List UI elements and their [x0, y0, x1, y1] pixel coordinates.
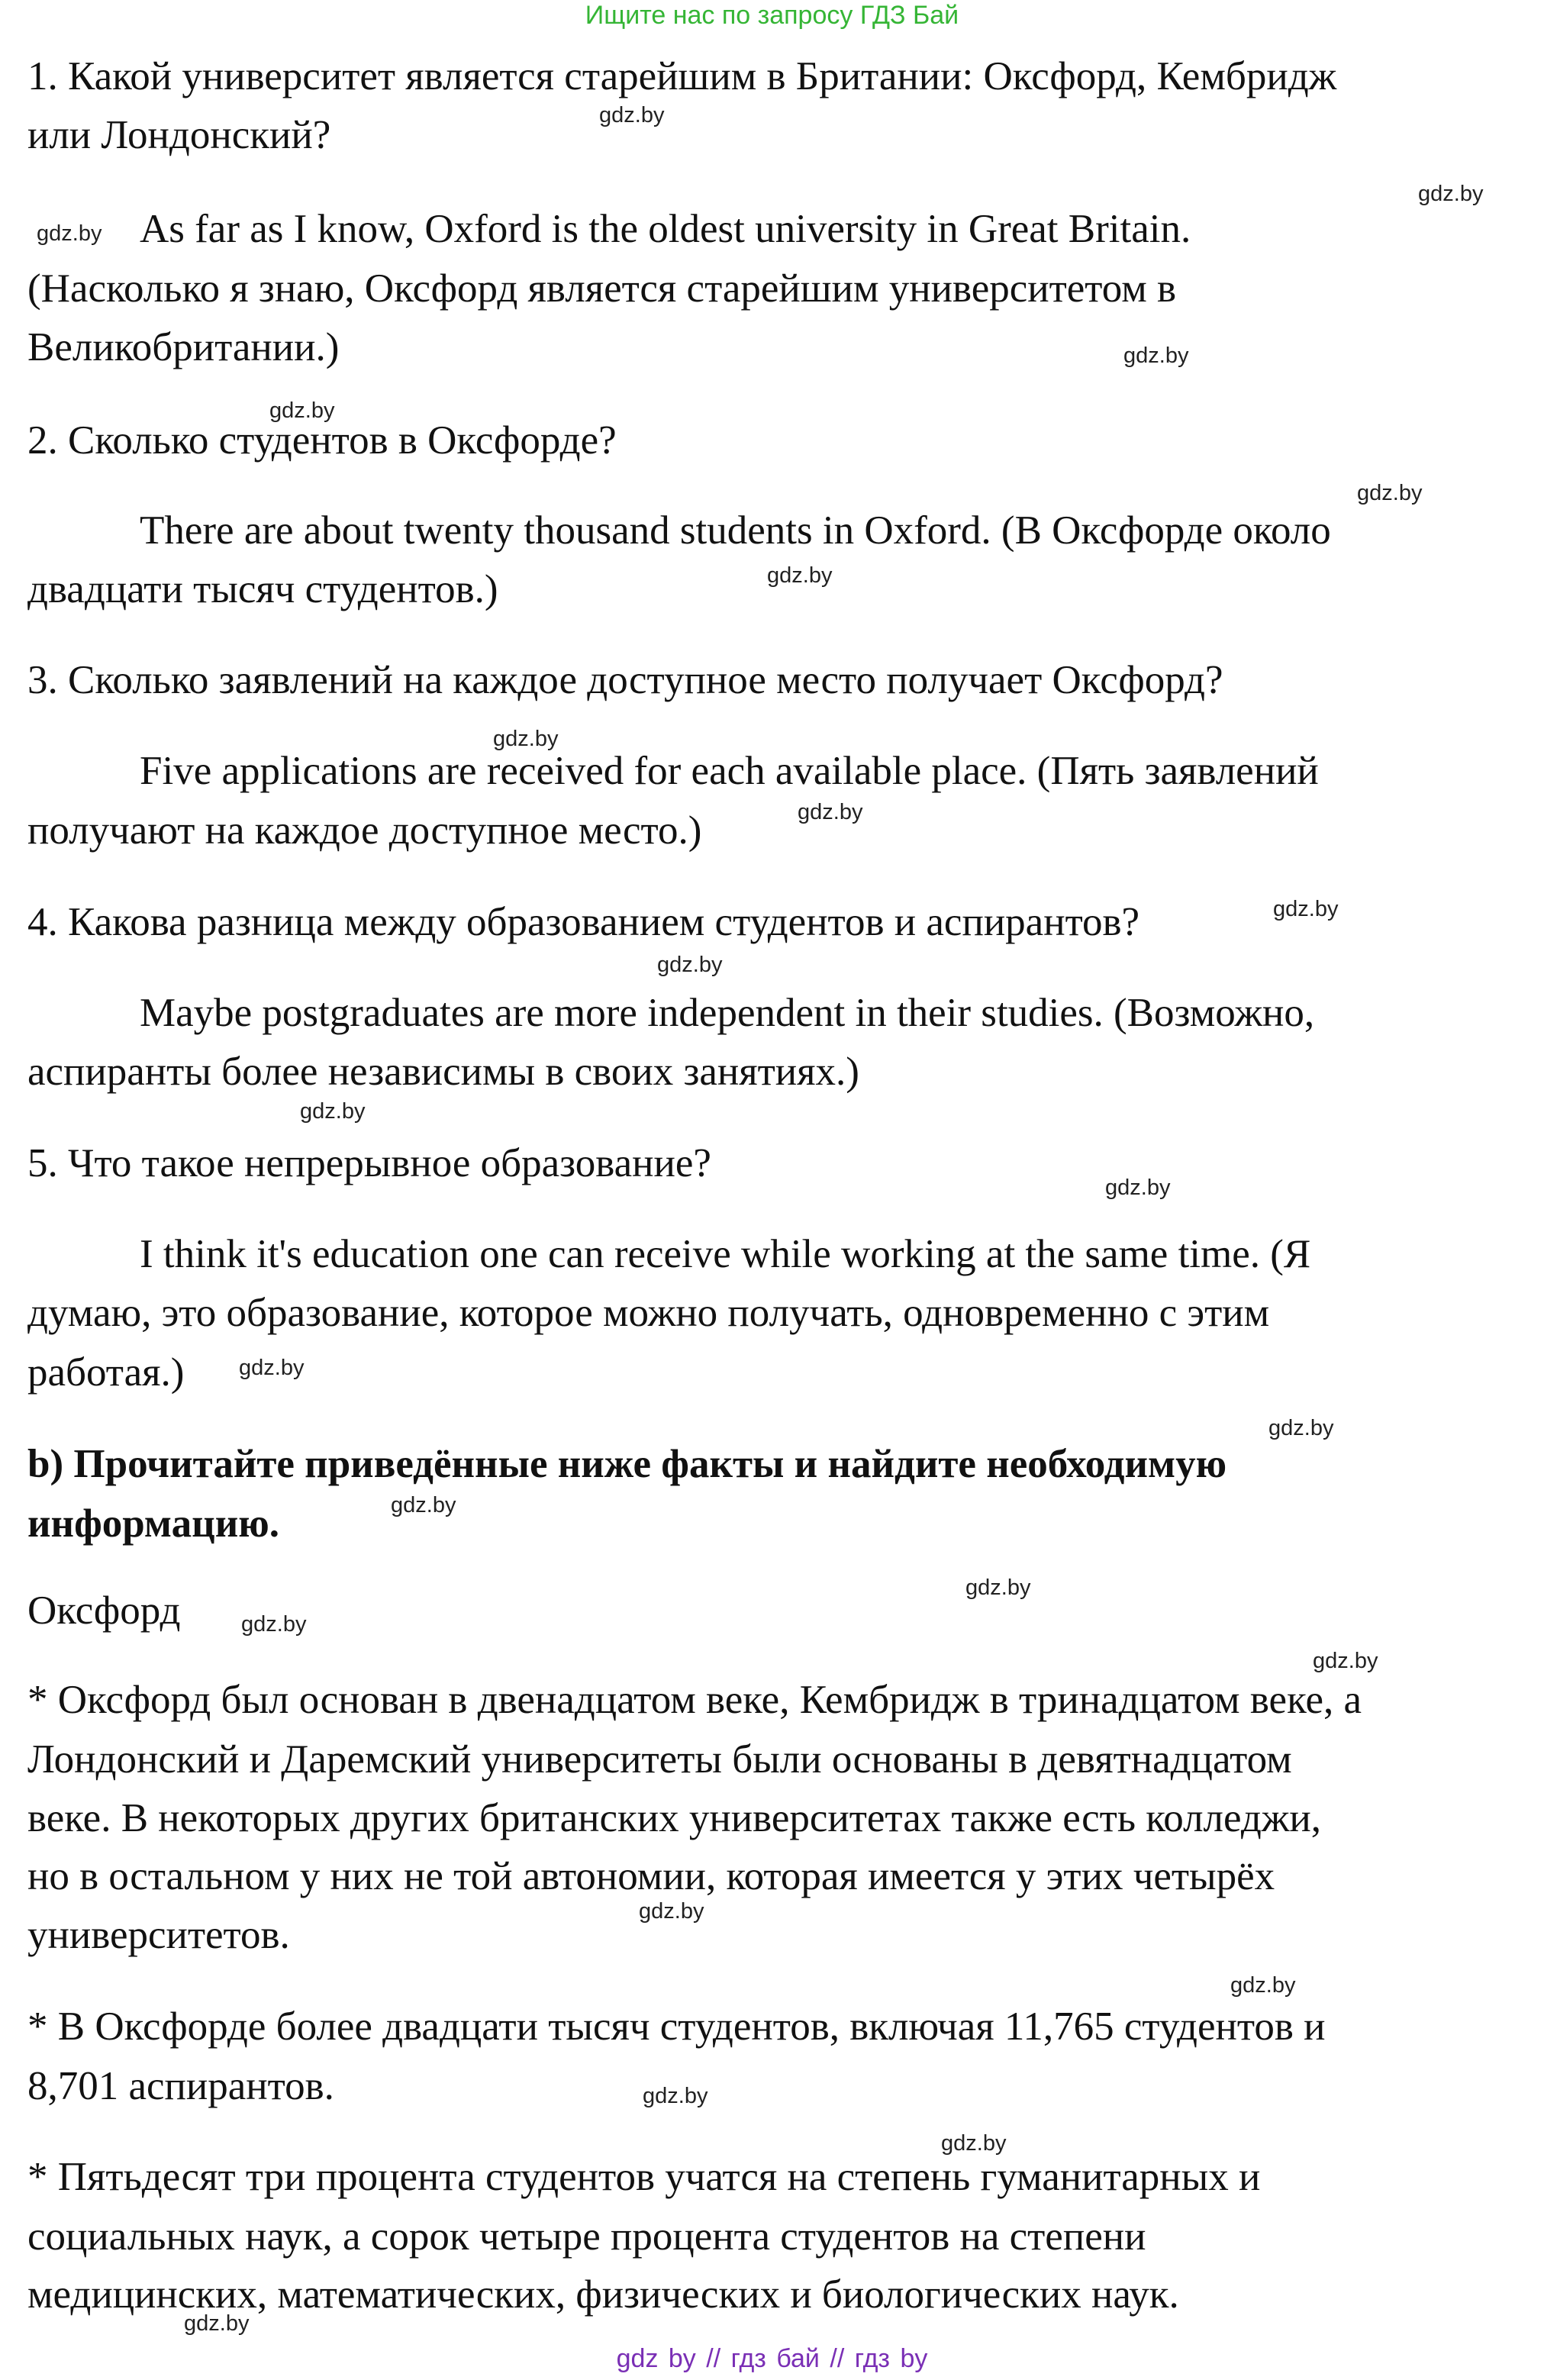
question-2: 2. Сколько студентов в Оксфорде?	[27, 418, 617, 463]
watermark: gdz.by	[184, 2311, 250, 2336]
watermark: gdz.by	[1105, 1175, 1171, 1200]
answer-3-line-2: получают на каждое доступное место.)	[27, 808, 702, 853]
section-b-subtitle: Оксфорд	[27, 1588, 181, 1633]
watermark: gdz.by	[965, 1575, 1031, 1600]
answer-5-line-3: работая.)	[27, 1350, 185, 1395]
fact-3-line-3: медицинских, математических, физических и биологических наук.	[27, 2272, 1179, 2317]
question-1-line-1: 1. Какой университет является старейшим в Британии: Оксфорд, Кембридж	[27, 54, 1337, 98]
answer-4-line-1: Maybe postgraduates are more independent in their studies. (Возможно,	[140, 991, 1315, 1035]
question-4: 4. Какова разница между образованием студентов и аспирантов?	[27, 900, 1140, 944]
answer-1-line-3: Великобритании.)	[27, 325, 340, 369]
fact-1-line-2: Лондонский и Даремский университеты были основаны в девятнадцатом	[27, 1737, 1292, 1782]
fact-2-line-1: * В Оксфорде более двадцати тысяч студентов, включая 11,765 студентов и	[27, 2004, 1326, 2049]
fact-1-line-1: * Оксфорд был основан в двенадцатом веке, Кембридж в тринадцатом веке, а	[27, 1678, 1362, 1722]
section-b-heading-line-1: b) Прочитайте приведённые ниже факты и найдите необходимую	[27, 1442, 1227, 1486]
watermark: gdz.by	[798, 800, 863, 824]
watermark: gdz.by	[657, 953, 723, 977]
question-1-line-2: или Лондонский?	[27, 113, 331, 157]
watermark: gdz.by	[1273, 897, 1339, 921]
question-5: 5. Что такое непрерывное образование?	[27, 1141, 711, 1185]
watermark: gdz.by	[493, 727, 559, 751]
answer-2-line-1: There are about twenty thousand students in Oxford. (В Оксфорде около	[140, 508, 1331, 553]
section-b-heading-line-2: информацию.	[27, 1501, 279, 1546]
watermark: gdz.by	[941, 2131, 1007, 2156]
footer-links[interactable]: gdz by // гдз бай // гдз by	[616, 2344, 928, 2373]
watermark: gdz.by	[1230, 1973, 1296, 1998]
watermark: gdz.by	[1268, 1416, 1334, 1440]
answer-4-line-2: аспиранты более независимы в своих занятиях.)	[27, 1050, 859, 1094]
watermark: gdz.by	[1313, 1649, 1378, 1673]
fact-1-line-5: университетов.	[27, 1913, 290, 1957]
watermark: gdz.by	[269, 398, 335, 423]
answer-5-line-2: думаю, это образование, которое можно получать, одновременно с этим	[27, 1291, 1270, 1335]
watermark: gdz.by	[241, 1612, 307, 1637]
watermark: gdz.by	[391, 1493, 456, 1517]
watermark: gdz.by	[1123, 343, 1189, 368]
watermark: gdz.by	[599, 103, 665, 127]
fact-1-line-3: веке. В некоторых других британских университетах также есть колледжи,	[27, 1796, 1322, 1840]
watermark: gdz.by	[239, 1356, 305, 1380]
fact-2-line-2: 8,701 аспирантов.	[27, 2064, 334, 2108]
search-banner[interactable]: Ищите нас по запросу ГДЗ Бай	[585, 1, 959, 30]
answer-3-line-1: Five applications are received for each available place. (Пять заявлений	[140, 749, 1319, 793]
watermark: gdz.by	[643, 2084, 708, 2108]
answer-1-line-2: (Насколько я знаю, Оксфорд является старейшим университетом в	[27, 266, 1177, 311]
answer-2-line-2: двадцати тысяч студентов.)	[27, 567, 498, 611]
watermark: gdz.by	[1357, 481, 1423, 505]
watermark: gdz.by	[767, 563, 833, 588]
fact-1-line-4: но в остальном у них не той автономии, которая имеется у этих четырёх	[27, 1854, 1275, 1898]
watermark: gdz.by	[639, 1899, 704, 1924]
answer-1-line-1: As far as I know, Oxford is the oldest university in Great Britain.	[140, 207, 1191, 251]
fact-3-line-1: * Пятьдесят три процента студентов учатся на степень гуманитарных и	[27, 2155, 1261, 2199]
watermark: gdz.by	[37, 221, 102, 246]
watermark: gdz.by	[300, 1099, 366, 1124]
answer-5-line-1: I think it's education one can receive while working at the same time. (Я	[140, 1232, 1311, 1276]
question-3: 3. Сколько заявлений на каждое доступное место получает Оксфорд?	[27, 658, 1223, 702]
watermark: gdz.by	[1418, 182, 1484, 206]
fact-3-line-2: социальных наук, а сорок четыре процента студентов на степени	[27, 2214, 1146, 2259]
